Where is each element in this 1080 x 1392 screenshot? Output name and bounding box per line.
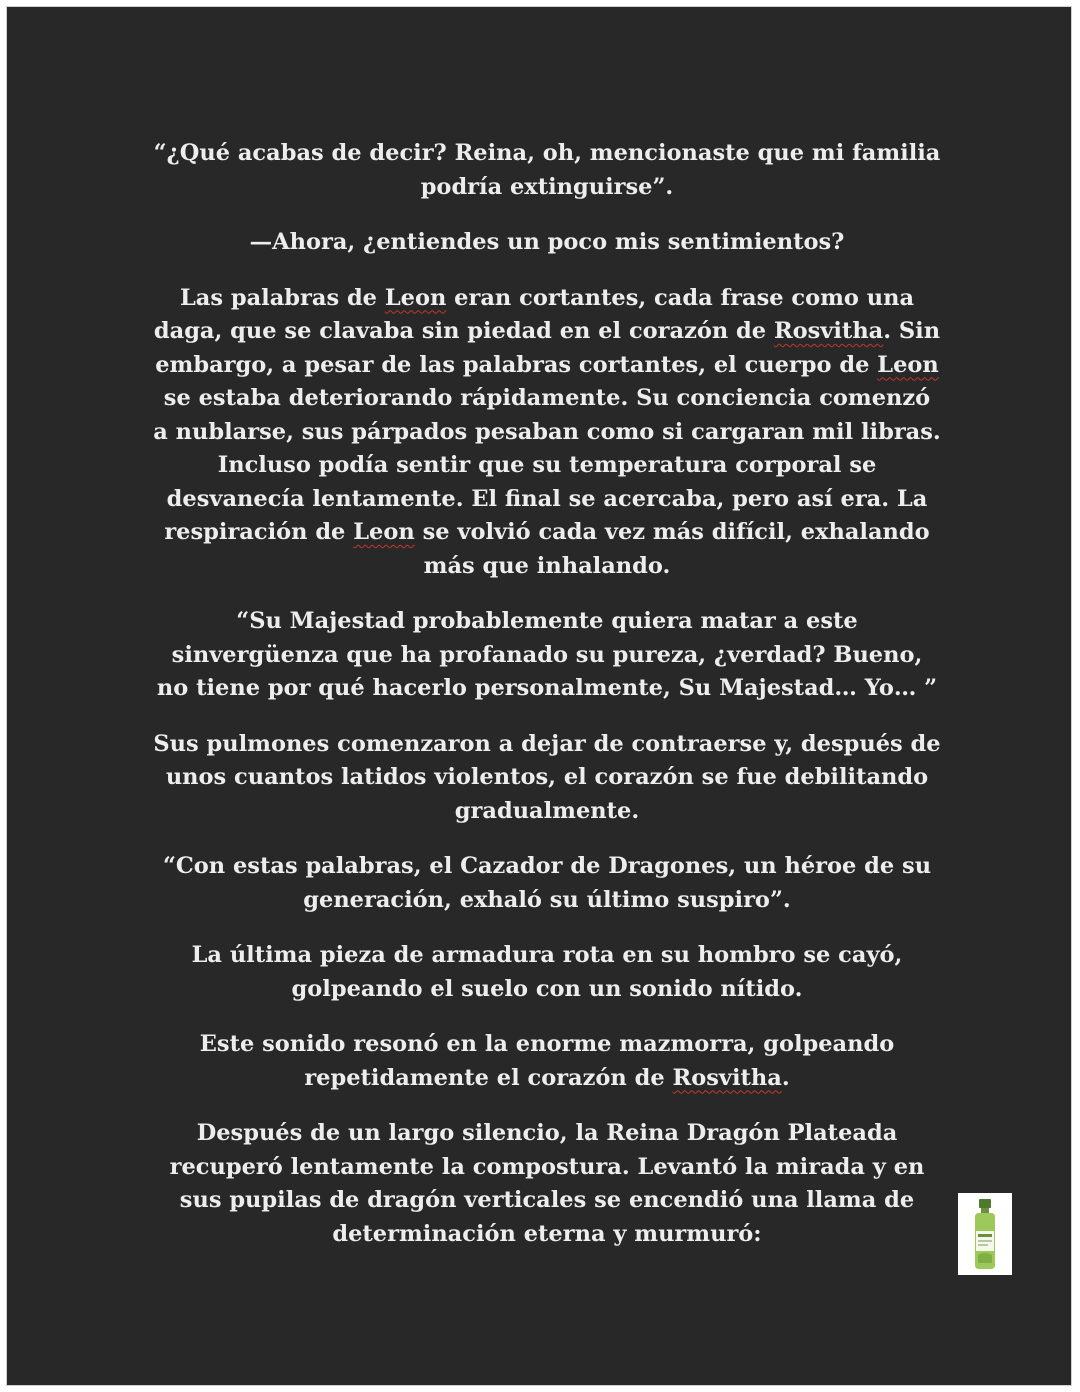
paragraph [153,605,941,706]
text-run: La última pieza de armadura rota en su hombro se cayó, golpeando el suelo con un sonido nítido. [191,942,903,1002]
text-run: se estaba deteriorando rápidamente. Su conciencia comenzó a nublarse, sus párpados pesaban como si cargaran mil libras. Incluso podía sentir que su temperatura corporal se desvanecía lentamente. El final se acercaba, pero así era. La respiración de [153,385,941,545]
bottle-icon [958,1193,1012,1275]
text-run: “Con estas palabras, el Cazador de Dragones, un héroe de su generación, exhaló su último suspiro”. [162,853,932,913]
spellcheck-word: Rosvitha [672,1064,782,1091]
text-run: “¿Qué acabas de decir? Reina, oh, mencionaste que mi familia podría extinguirse”. [153,140,941,200]
text-run: “Su Majestad probablemente quiera matar a este sinvergüenza que ha profanado su pureza, ¿verdad? Bueno, no tiene por qué hacerlo personalmente, Su Majestad… Yo… ” [156,608,938,701]
paragraph [153,728,941,829]
text-run: . [781,1064,790,1091]
text-run: Sus pulmones comenzaron a dejar de contraerse y, después de unos cuantos latidos violentos, el corazón se fue debilitando gradualmente. [153,730,941,824]
document-page [6,6,1072,1386]
spellcheck-word: Rosvitha [773,318,884,344]
text-run: eran cortantes, cada frase como una daga, que se clavaba sin piedad en el corazón de [153,284,915,344]
paragraph [153,939,941,1006]
text-run: Las palabras de [179,284,385,311]
ad-thumbnail[interactable] [958,1193,1012,1275]
spellcheck-word: Leon [877,351,939,378]
text-run: Después de un largo silencio, la Reina Dragón Plateada recuperó lentamente la compostura. Levantó la mirada y en sus pupilas de dragón verticales se encendió una llama de determinación eterna y murmuró: [169,1120,925,1247]
paragraph [153,1028,941,1095]
paragraph [153,282,941,584]
paragraph [153,1117,941,1251]
text-run: . Sin embargo, a pesar de las palabras cortantes, el cuerpo de [155,318,941,378]
story-text [153,137,941,1273]
text-run: se volvió cada vez más difícil, exhalando más que inhalando. [414,519,930,579]
paragraph [153,137,941,204]
paragraph [153,850,941,917]
spellcheck-word: Leon [384,284,447,311]
text-run: —Ahora, ¿entiendes un poco mis sentimientos? [249,229,845,255]
text-run: Este sonido resonó en la enorme mazmorra, golpeando repetidamente el corazón de [199,1031,895,1091]
spellcheck-word: Leon [353,519,415,545]
paragraph [153,226,941,260]
